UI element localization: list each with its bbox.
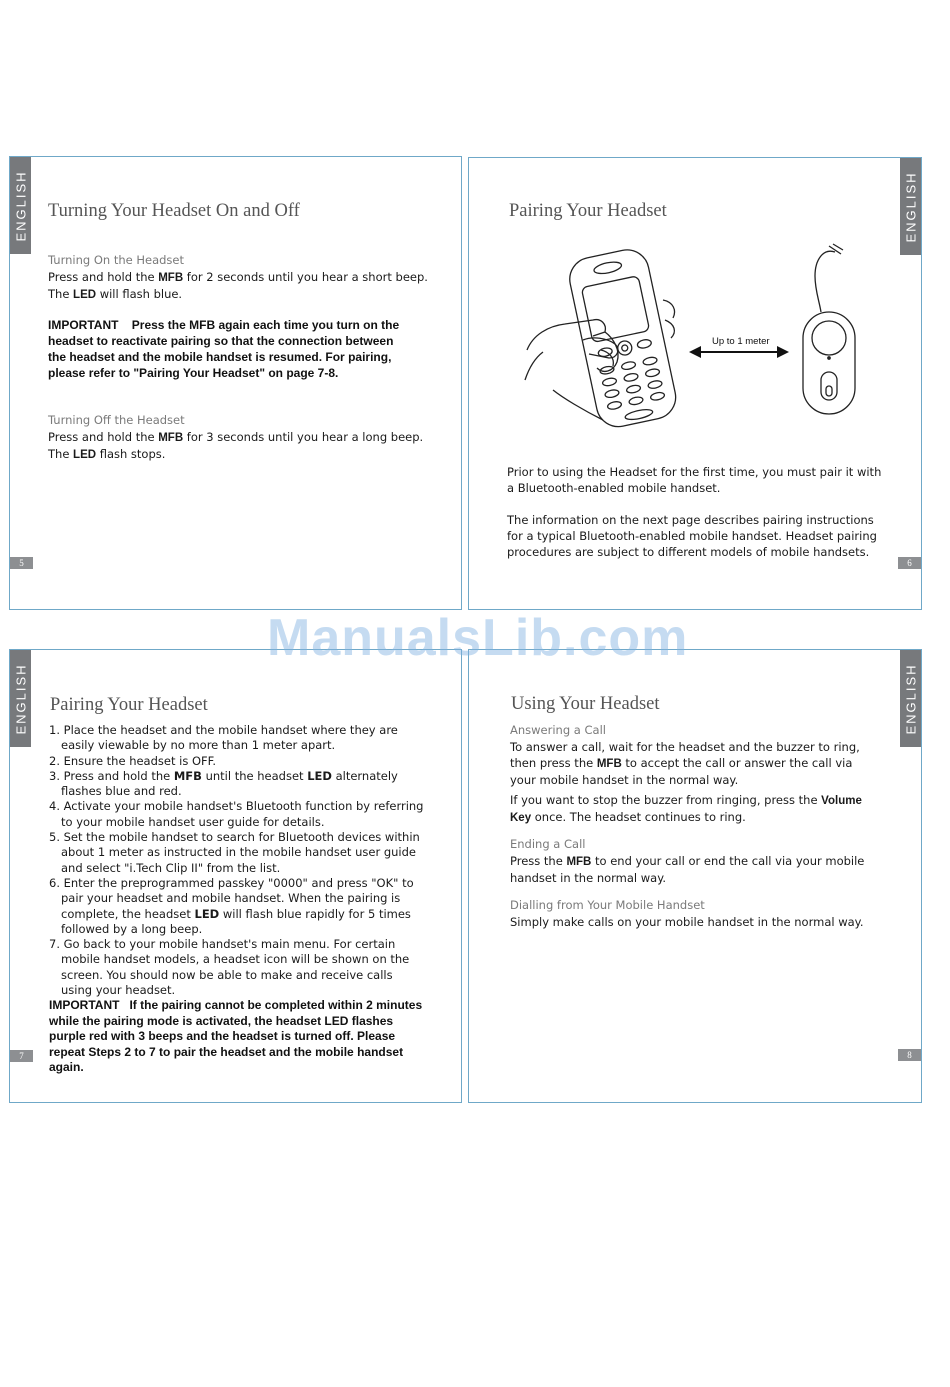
hand-outline — [527, 320, 605, 350]
page-number: 6 — [898, 557, 921, 569]
page-number: 7 — [10, 1050, 33, 1062]
section-heading: Ending a Call — [510, 837, 586, 851]
language-tab: ENGLISH — [900, 650, 921, 747]
page-number: 8 — [898, 1049, 921, 1061]
section-heading: Dialling from Your Mobile Handset — [510, 898, 705, 912]
list-item: 7. Go back to your mobile handset's main menu. For certain mobile handset models, a headset icon will be shown on the screen. You should now be able to make and receive calls using your headset. — [49, 937, 410, 998]
list-item: 6. Enter the preprogrammed passkey "0000" and press "OK" to pair your headset and mobile handset. When the pairing is complete, the headset LED will flash blue rapidly for 5 times followed by a long beep. — [49, 875, 414, 936]
buzzer-instructions: If you want to stop the buzzer from ringing, press the Volume Key once. The headset continues to ring. — [510, 793, 862, 824]
page-5 — [9, 156, 462, 610]
dial-instructions: Simply make calls on your mobile handset in the normal way. — [510, 915, 864, 929]
page-6 — [468, 157, 922, 610]
watermark: ManualsLib.com — [267, 609, 689, 667]
end-call-instructions: Press the MFB to end your call or end the call via your mobile handset in the normal way. — [510, 854, 865, 885]
distance-label: Up to 1 meter — [712, 336, 770, 347]
list-item: 4. Activate your mobile handset's Bluetooth function by referring to your mobile handset user guide for details. — [49, 799, 424, 829]
pairing-note: The information on the next page describes pairing instructions for a typical Bluetooth-enabled mobile handset. Headset pairing procedures are subject to different models of mobile handsets. — [507, 513, 877, 559]
page-title: Pairing Your Headset — [509, 201, 667, 221]
distance-arrow — [689, 346, 789, 358]
turn-on-instructions: Press and hold the MFB for 2 seconds until you hear a short beep. The LED will flash blue. — [48, 270, 428, 301]
headset-cord — [815, 251, 835, 312]
turn-off-instructions: Press and hold the MFB for 3 seconds until you hear a long beep. The LED flash stops. — [48, 430, 424, 461]
section-heading: Answering a Call — [510, 723, 606, 737]
page-title: Using Your Headset — [511, 694, 660, 714]
headset-icon — [803, 312, 855, 414]
section-heading: Turning Off the Headset — [48, 413, 185, 427]
pairing-steps — [49, 723, 427, 998]
language-tab: ENGLISH — [10, 157, 31, 254]
important-note: IMPORTANT Press the MFB again each time you turn on the headset to reactivate pairing so that the connection between the headset and the mobile handset is resumed. For pairing, please refer to "Pairing Your Headset" on page 7-8. — [48, 318, 400, 380]
list-item: 3. Press and hold the MFB until the headset LED alternately flashes blue and red. — [49, 768, 398, 799]
list-item: 1. Place the headset and the mobile handset where they are easily viewable by no more than 1 meter apart. — [49, 723, 398, 753]
list-item: 5. Set the mobile handset to search for Bluetooth devices within about 1 meter as instructed in the mobile handset user guide and select "i.Tech Clip II" from the list. — [49, 830, 420, 875]
page-8 — [468, 649, 922, 1103]
language-tab: ENGLISH — [10, 650, 31, 747]
list-item: 2. Ensure the headset is OFF. — [49, 753, 217, 768]
page-number: 5 — [10, 557, 33, 569]
pairing-illustration — [523, 240, 883, 435]
important-note: IMPORTANT If the pairing cannot be completed within 2 minutes while the pairing mode is activated, the headset LED flashes purple red with 3 beeps and the headset is turned off. Please repeat Steps 2 to 7 to pair the headset and the mobile handset again. — [49, 998, 423, 1074]
section-heading: Turning On the Headset — [48, 253, 184, 267]
language-tab: ENGLISH — [900, 158, 921, 255]
page-7 — [9, 649, 462, 1103]
answer-instructions: To answer a call, wait for the headset and the buzzer to ring, then press the MFB to accept the call or answer the call via your mobile handset in the normal way. — [510, 740, 860, 787]
page-title: Pairing Your Headset — [50, 695, 208, 715]
phone-icon — [566, 246, 680, 431]
pairing-intro: Prior to using the Headset for the first time, you must pair it with a Bluetooth-enabled mobile handset. — [507, 465, 882, 495]
page-title: Turning Your Headset On and Off — [48, 201, 300, 221]
